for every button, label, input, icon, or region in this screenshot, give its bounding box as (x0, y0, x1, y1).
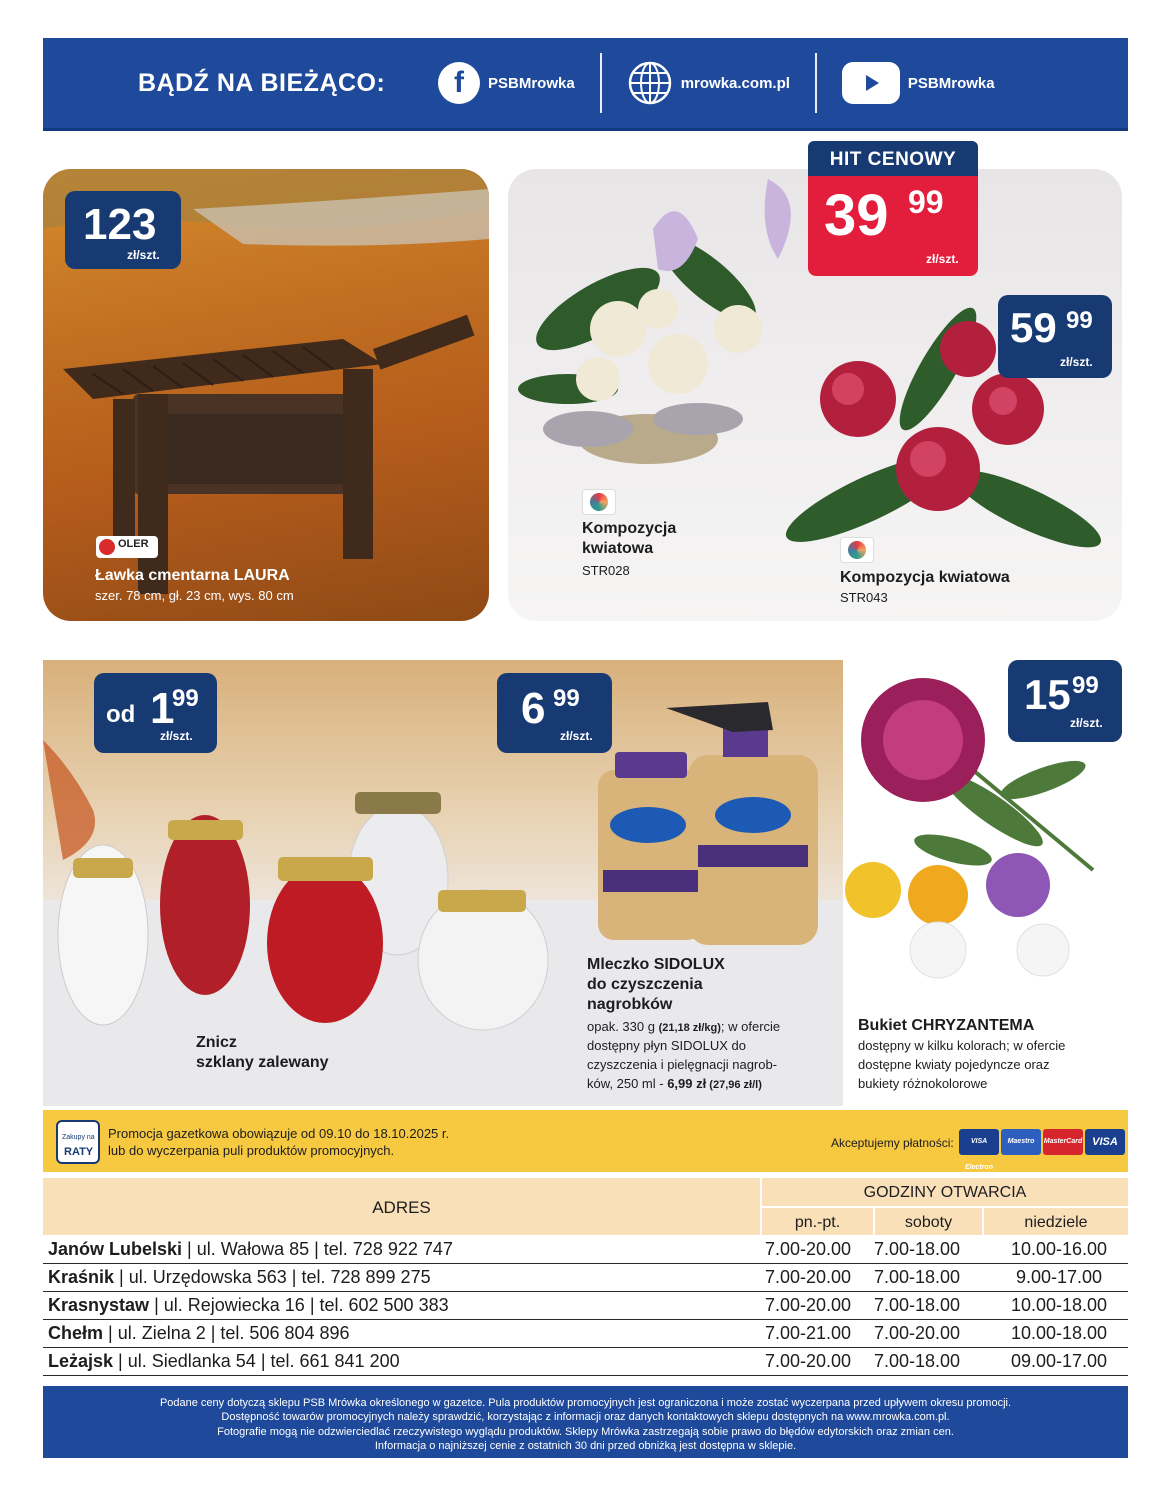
brand-logo (840, 537, 874, 563)
table-row: Chełm | ul. Zielna 2 | tel. 506 804 896 7.00-21.00 7.00-20.00 10.00-18.00 (43, 1320, 1128, 1348)
flower2-price-tag (998, 295, 1112, 378)
bench-desc: szer. 78 cm, gł. 23 cm, wys. 80 cm (95, 588, 294, 603)
table-row: Krasnystaw | ul. Rejowiecka 16 | tel. 602 500 383 7.00-20.00 7.00-18.00 10.00-18.00 (43, 1292, 1128, 1320)
brand-logo (582, 489, 616, 515)
price-cents: 99 (1066, 307, 1093, 334)
social-bar (43, 38, 1128, 131)
promo-text: Promocja gazetkowa obowiązuje od 09.10 do 18.10.2025 r. lub do wyczerpania puli produktów promocyjnych. (108, 1126, 450, 1158)
facebook-link[interactable]: PSBMrowka (488, 74, 575, 92)
flower1-title: Kompozycja kwiatowa (582, 520, 677, 557)
price-main: 39 (824, 183, 889, 248)
price-unit: zł/szt. (1060, 355, 1093, 369)
youtube-icon[interactable] (842, 62, 900, 104)
divider (600, 53, 602, 113)
raty-icon: Zakupy na RATY (56, 1120, 100, 1164)
price-unit: zł/szt. (926, 252, 959, 266)
payments-label: Akceptujemy płatności: (831, 1136, 954, 1150)
day-sunday: niedziele (984, 1208, 1128, 1235)
price-prefix: od (106, 701, 136, 728)
chrysanthemum-desc: dostępny w kilku kolorach; w ofercie dostępne kwiaty pojedyncze oraz bukiety różnokolorowe (858, 1038, 1066, 1091)
price-cents: 99 (1072, 672, 1099, 699)
hit-label: HIT CENOWY (808, 141, 978, 176)
oler-logo: OLER (96, 536, 158, 558)
hit-price (808, 176, 978, 276)
chrysanthemum-title: Bukiet CHRYZANTEMA (858, 1017, 1035, 1034)
website-link[interactable]: mrowka.com.pl (680, 74, 790, 92)
divider (815, 53, 817, 113)
price-main: 1 (150, 684, 175, 733)
price-main: 6 (521, 684, 546, 733)
youtube-link[interactable]: PSBMrowka (907, 74, 995, 92)
price-unit: zł/szt. (560, 729, 593, 743)
price-main: 59 (1010, 304, 1057, 351)
hours-header: GODZINY OTWARCIA (762, 1178, 1128, 1206)
sidolux-title: Mleczko SIDOLUX do czyszczenia nagrobków (587, 956, 725, 1013)
legal-footer: Podane ceny dotyczą sklepu PSB Mrówka określonego w gazetce. Pula produktów promocyjnych jest ograniczona i może zostać wyczerpana przed upływem okresu promocji. Dostępność towarów promocyjnych należy sprawdzić, korzystając z informacji oraz danych kontaktowych sklepu dostępnych na www.mrowka.com.pl. Fotografie mogą nie odzwierciedlać rzeczywistego wyglądu produktów. Sklepy Mrówka zastrzegają sobie prawo do błędów edytorskich oraz zmian cen. Informacja o najniższej cenie z ostatnich 30 dni przed obniżką jest dostępna w sklepie. (43, 1386, 1128, 1458)
price-unit: zł/szt. (160, 729, 193, 743)
maestro-icon: Maestro (1001, 1129, 1041, 1155)
table-row: Kraśnik | ul. Urzędowska 563 | tel. 728 899 275 7.00-20.00 7.00-18.00 9.00-17.00 (43, 1264, 1128, 1292)
visa-icon: VISA (1085, 1129, 1125, 1155)
sidolux-desc: opak. 330 g (21,18 zł/kg); w ofercie dostępny płyn SIDOLUX do czyszczenia i pielęgnacji nagrob- ków, 250 ml - 6,99 zł (27,96 zł/l) (587, 1019, 781, 1091)
chrysanthemum-price-tag (1008, 660, 1122, 742)
flower2-code: STR043 (840, 590, 888, 605)
social-links (438, 53, 995, 113)
day-weekday: pn.-pt. (762, 1208, 873, 1235)
price-cents: 99 (172, 685, 199, 712)
price-unit: zł/szt. (1070, 716, 1103, 730)
price-unit: zł/szt. (127, 248, 160, 262)
sidolux-price-tag (497, 673, 612, 753)
globe-icon[interactable] (627, 60, 673, 106)
flower1-code: STR028 (582, 563, 630, 578)
candle-title: Znicz szklany zalewany (196, 1034, 329, 1071)
flower2-title: Kompozycja kwiatowa (840, 569, 1010, 586)
mastercard-icon: MasterCard (1043, 1129, 1083, 1155)
price-main: 15 (1024, 671, 1071, 718)
bench-title: Ławka cmentarna LAURA (95, 567, 290, 584)
address-header: ADRES (43, 1178, 760, 1235)
promo-strip (43, 1110, 1128, 1172)
table-row: Janów Lubelski | ul. Wałowa 85 | tel. 728 922 747 7.00-20.00 7.00-18.00 10.00-16.00 (43, 1236, 1128, 1264)
facebook-icon[interactable]: f (438, 62, 480, 104)
candle-price-tag (94, 673, 217, 753)
visa-electron-icon: VISA Electron (959, 1129, 999, 1155)
price-cents: 99 (553, 685, 580, 712)
hit-cenowy-badge (808, 141, 978, 276)
price-main: 123 (83, 200, 157, 249)
day-saturday: soboty (875, 1208, 982, 1235)
social-lead: BĄDŹ NA BIEŻĄCO: (138, 68, 386, 97)
price-cents: 99 (908, 184, 944, 220)
table-row: Leżajsk | ul. Siedlanka 54 | tel. 661 841 200 7.00-20.00 7.00-18.00 09.00-17.00 (43, 1348, 1128, 1376)
bench-price-tag (65, 191, 181, 269)
